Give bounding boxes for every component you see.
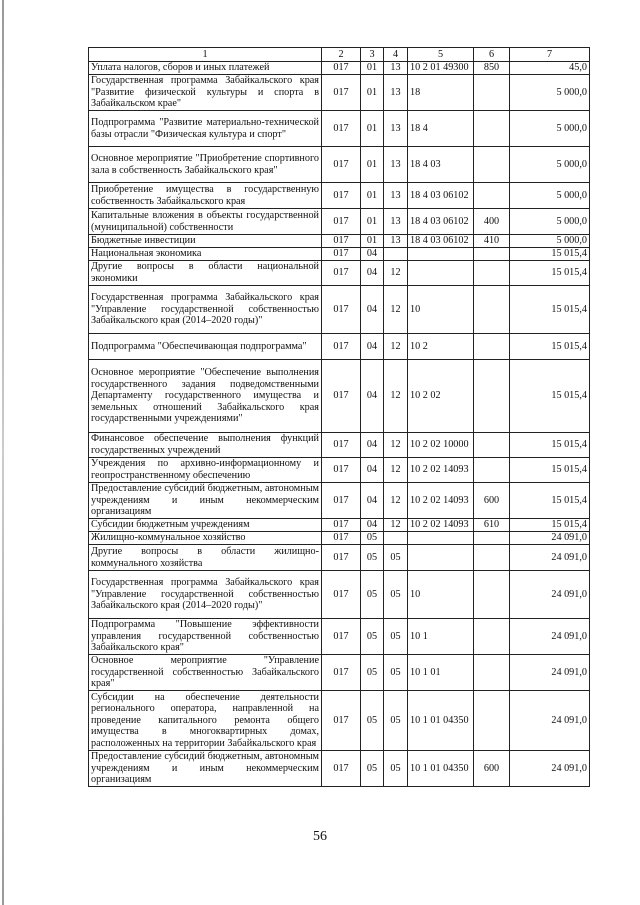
row-csr	[408, 261, 474, 286]
table-row	[89, 111, 590, 147]
row-sum: 15 015,4	[510, 248, 590, 261]
table-row	[89, 209, 590, 235]
row-csr: 10 2 02 14093	[408, 458, 474, 483]
row-vr	[474, 183, 510, 209]
header-col-2: 2	[322, 48, 361, 62]
row-name: Другие вопросы в области национальной экономики	[89, 261, 322, 286]
table-row	[89, 532, 590, 545]
table-row	[89, 655, 590, 691]
scan-page-edge	[2, 0, 4, 905]
table-row	[89, 751, 590, 787]
row-csr	[408, 532, 474, 545]
row-sum: 5 000,0	[510, 183, 590, 209]
row-rz: 04	[361, 286, 384, 334]
table-row	[89, 147, 590, 183]
row-name: Капитальные вложения в объекты государственной (муниципальной) собственности	[89, 209, 322, 235]
row-csr: 10 2 01 49300	[408, 62, 474, 75]
row-sum: 24 091,0	[510, 691, 590, 751]
row-csr	[408, 248, 474, 261]
row-vr: 600	[474, 751, 510, 787]
row-vr: 400	[474, 209, 510, 235]
header-col-6: 6	[474, 48, 510, 62]
row-gr: 017	[322, 532, 361, 545]
row-vr	[474, 545, 510, 571]
row-sum: 24 091,0	[510, 619, 590, 655]
row-vr	[474, 571, 510, 619]
row-rz: 04	[361, 261, 384, 286]
row-vr	[474, 532, 510, 545]
row-rz: 01	[361, 111, 384, 147]
row-csr: 10 1 01 04350	[408, 691, 474, 751]
table-row	[89, 183, 590, 209]
row-name: Государственная программа Забайкальского края "Управление государственной собственностью Забайкальского края (2014–2020 годы)"	[89, 286, 322, 334]
table-row	[89, 483, 590, 519]
row-gr: 017	[322, 248, 361, 261]
row-name: Субсидии бюджетным учреждениям	[89, 519, 322, 532]
row-gr: 017	[322, 571, 361, 619]
row-vr: 410	[474, 235, 510, 248]
row-pr: 13	[384, 111, 408, 147]
row-pr: 12	[384, 483, 408, 519]
row-csr: 10 2 02 14093	[408, 519, 474, 532]
table-row	[89, 519, 590, 532]
row-csr: 18	[408, 75, 474, 111]
row-csr: 18 4 03 06102	[408, 209, 474, 235]
row-rz: 01	[361, 62, 384, 75]
row-gr: 017	[322, 655, 361, 691]
row-pr: 12	[384, 286, 408, 334]
row-vr	[474, 433, 510, 458]
row-vr	[474, 248, 510, 261]
row-name: Предоставление субсидий бюджетным, автономным учреждениям и иным некоммерческим организациям	[89, 483, 322, 519]
row-gr: 017	[322, 545, 361, 571]
row-csr: 10 2	[408, 334, 474, 360]
row-vr: 600	[474, 483, 510, 519]
row-vr	[474, 261, 510, 286]
row-gr: 017	[322, 360, 361, 433]
table-row	[89, 619, 590, 655]
row-name: Бюджетные инвестиции	[89, 235, 322, 248]
row-pr: 13	[384, 75, 408, 111]
row-gr: 017	[322, 261, 361, 286]
row-sum: 15 015,4	[510, 334, 590, 360]
row-pr: 13	[384, 147, 408, 183]
table-row	[89, 235, 590, 248]
row-sum: 15 015,4	[510, 433, 590, 458]
row-sum: 15 015,4	[510, 519, 590, 532]
header-col-7: 7	[510, 48, 590, 62]
table-row	[89, 334, 590, 360]
row-name: Субсидии на обеспечение деятельности регионального оператора, направленной на проведение капитального ремонта общего имущества в многоквартирных домах, расположенных на территории Забайкальского края	[89, 691, 322, 751]
row-sum: 24 091,0	[510, 655, 590, 691]
row-rz: 04	[361, 433, 384, 458]
row-name: Подпрограмма "Развитие материально-технической базы отрасли "Физическая культура и спорт"	[89, 111, 322, 147]
row-vr	[474, 111, 510, 147]
row-vr	[474, 619, 510, 655]
row-pr: 13	[384, 235, 408, 248]
row-sum: 15 015,4	[510, 286, 590, 334]
table-row	[89, 62, 590, 75]
row-pr	[384, 248, 408, 261]
row-gr: 017	[322, 111, 361, 147]
row-rz: 01	[361, 75, 384, 111]
row-gr: 017	[322, 458, 361, 483]
row-pr: 12	[384, 519, 408, 532]
row-pr: 12	[384, 360, 408, 433]
row-csr: 10 1 01	[408, 655, 474, 691]
row-rz: 04	[361, 483, 384, 519]
row-sum: 5 000,0	[510, 75, 590, 111]
table-row	[89, 458, 590, 483]
row-name: Подпрограмма "Повышение эффективности управления государственной собственностью Забайкальского края"	[89, 619, 322, 655]
row-name: Учреждения по архивно-информационному и геопространственному обеспечению	[89, 458, 322, 483]
row-vr: 610	[474, 519, 510, 532]
row-sum: 15 015,4	[510, 261, 590, 286]
row-rz: 05	[361, 532, 384, 545]
row-csr: 18 4 03 06102	[408, 183, 474, 209]
row-pr: 05	[384, 691, 408, 751]
row-gr: 017	[322, 286, 361, 334]
row-rz: 04	[361, 248, 384, 261]
row-csr: 10 2 02 10000	[408, 433, 474, 458]
row-gr: 017	[322, 334, 361, 360]
row-rz: 04	[361, 360, 384, 433]
row-name: Уплата налогов, сборов и иных платежей	[89, 62, 322, 75]
row-name: Подпрограмма "Обеспечивающая подпрограмма"	[89, 334, 322, 360]
row-csr: 10	[408, 571, 474, 619]
row-csr: 10 1 01 04350	[408, 751, 474, 787]
row-pr: 05	[384, 545, 408, 571]
row-rz: 04	[361, 519, 384, 532]
row-vr	[474, 75, 510, 111]
header-col-4: 4	[384, 48, 408, 62]
row-pr: 12	[384, 458, 408, 483]
row-gr: 017	[322, 235, 361, 248]
row-name: Другие вопросы в области жилищно-коммунального хозяйства	[89, 545, 322, 571]
row-vr	[474, 458, 510, 483]
row-vr	[474, 655, 510, 691]
table-row	[89, 75, 590, 111]
row-pr: 13	[384, 183, 408, 209]
row-pr: 05	[384, 655, 408, 691]
table-row	[89, 360, 590, 433]
row-name: Финансовое обеспечение выполнения функций государственных учреждений	[89, 433, 322, 458]
row-sum: 24 091,0	[510, 545, 590, 571]
row-gr: 017	[322, 691, 361, 751]
table-row	[89, 433, 590, 458]
row-csr: 10 2 02	[408, 360, 474, 433]
row-pr: 05	[384, 619, 408, 655]
row-sum: 45,0	[510, 62, 590, 75]
row-name: Основное мероприятие "Приобретение спортивного зала в собственность Забайкальского края"	[89, 147, 322, 183]
row-sum: 15 015,4	[510, 483, 590, 519]
row-sum: 15 015,4	[510, 360, 590, 433]
row-gr: 017	[322, 619, 361, 655]
table-row	[89, 545, 590, 571]
row-pr	[384, 532, 408, 545]
row-csr: 10	[408, 286, 474, 334]
row-rz: 01	[361, 183, 384, 209]
table-header-row	[89, 48, 590, 62]
row-sum: 24 091,0	[510, 571, 590, 619]
row-pr: 12	[384, 261, 408, 286]
row-rz: 05	[361, 691, 384, 751]
row-name: Приобретение имущества в государственную собственность Забайкальского края	[89, 183, 322, 209]
header-col-5: 5	[408, 48, 474, 62]
row-rz: 04	[361, 458, 384, 483]
row-vr	[474, 334, 510, 360]
row-pr: 12	[384, 433, 408, 458]
row-vr: 850	[474, 62, 510, 75]
row-csr	[408, 545, 474, 571]
header-col-3: 3	[361, 48, 384, 62]
row-sum: 5 000,0	[510, 111, 590, 147]
page-number: 56	[313, 829, 327, 844]
table-row	[89, 248, 590, 261]
row-pr: 13	[384, 209, 408, 235]
row-name: Национальная экономика	[89, 248, 322, 261]
row-sum: 5 000,0	[510, 235, 590, 248]
row-csr: 18 4	[408, 111, 474, 147]
row-rz: 05	[361, 751, 384, 787]
row-vr	[474, 286, 510, 334]
row-name: Основное мероприятие "Обеспечение выполнения государственного задания подведомственными Департаменту государственного имущества и земельных отношений Забайкальского края государственными учреждениями"	[89, 360, 322, 433]
row-sum: 15 015,4	[510, 458, 590, 483]
row-rz: 01	[361, 209, 384, 235]
row-csr: 10 1	[408, 619, 474, 655]
row-gr: 017	[322, 183, 361, 209]
row-gr: 017	[322, 209, 361, 235]
row-gr: 017	[322, 751, 361, 787]
row-pr: 12	[384, 334, 408, 360]
table-row	[89, 286, 590, 334]
table-row	[89, 691, 590, 751]
row-sum: 5 000,0	[510, 209, 590, 235]
table-row	[89, 571, 590, 619]
table-row	[89, 261, 590, 286]
row-gr: 017	[322, 62, 361, 75]
row-csr: 10 2 02 14093	[408, 483, 474, 519]
row-gr: 017	[322, 147, 361, 183]
row-gr: 017	[322, 433, 361, 458]
row-sum: 5 000,0	[510, 147, 590, 183]
row-vr	[474, 691, 510, 751]
row-sum: 24 091,0	[510, 751, 590, 787]
budget-table	[88, 47, 590, 787]
row-name: Жилищно-коммунальное хозяйство	[89, 532, 322, 545]
row-rz: 05	[361, 655, 384, 691]
row-rz: 05	[361, 545, 384, 571]
row-name: Государственная программа Забайкальского края "Управление государственной собственностью Забайкальского края (2014–2020 годы)"	[89, 571, 322, 619]
row-rz: 01	[361, 235, 384, 248]
header-col-1: 1	[89, 48, 322, 62]
row-vr	[474, 147, 510, 183]
row-pr: 05	[384, 751, 408, 787]
row-rz: 01	[361, 147, 384, 183]
row-rz: 05	[361, 571, 384, 619]
row-rz: 05	[361, 619, 384, 655]
row-vr	[474, 360, 510, 433]
row-csr: 18 4 03	[408, 147, 474, 183]
row-name: Предоставление субсидий бюджетным, автономным учреждениям и иным некоммерческим организациям	[89, 751, 322, 787]
row-gr: 017	[322, 483, 361, 519]
row-gr: 017	[322, 519, 361, 532]
row-sum: 24 091,0	[510, 532, 590, 545]
row-rz: 04	[361, 334, 384, 360]
row-pr: 13	[384, 62, 408, 75]
row-pr: 05	[384, 571, 408, 619]
row-gr: 017	[322, 75, 361, 111]
row-name: Основное мероприятие "Управление государственной собственностью Забайкальского края"	[89, 655, 322, 691]
row-csr: 18 4 03 06102	[408, 235, 474, 248]
row-name: Государственная программа Забайкальского края "Развитие физической культуры и спорта в Забайкальском крае"	[89, 75, 322, 111]
